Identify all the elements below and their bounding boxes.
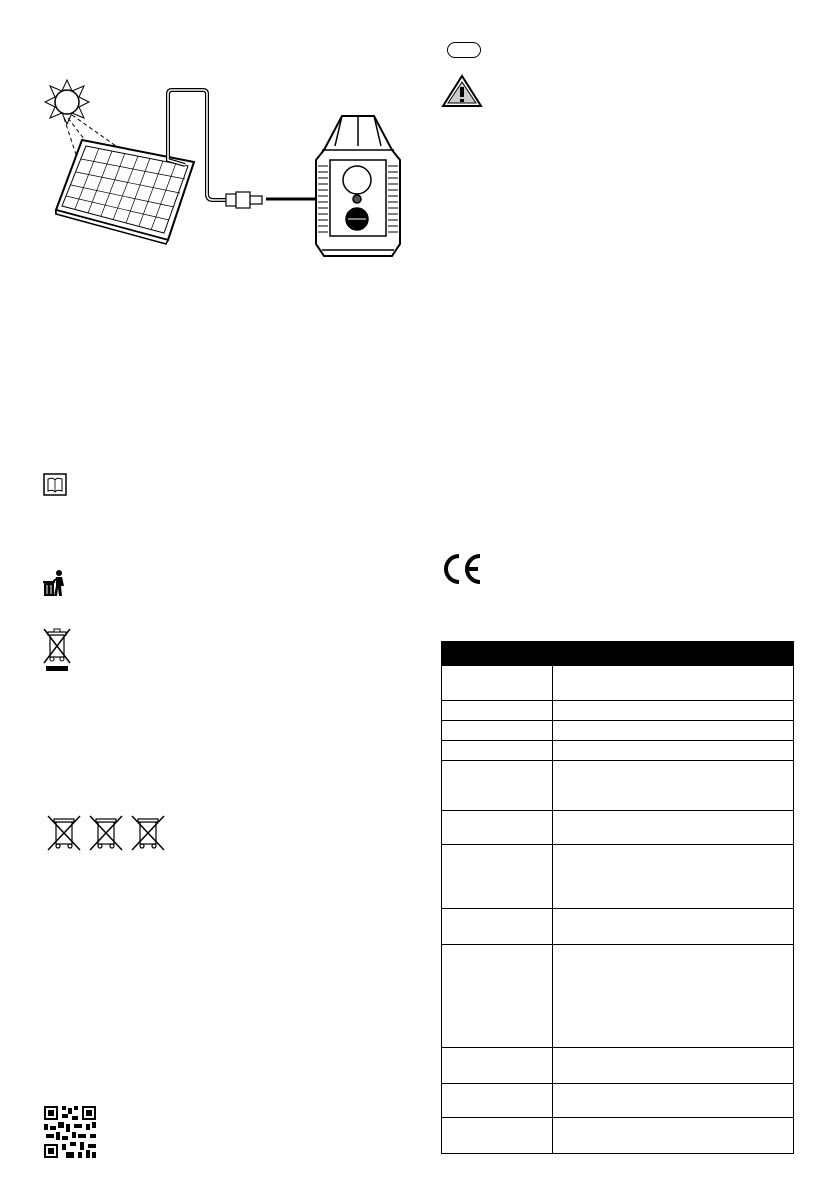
sun-icon bbox=[45, 80, 89, 124]
spec-value bbox=[553, 761, 794, 811]
solar-charging-illustration bbox=[0, 0, 420, 280]
language-badge bbox=[447, 42, 481, 58]
table-header-row bbox=[442, 642, 794, 666]
spec-value bbox=[553, 741, 794, 761]
spec-value bbox=[553, 845, 794, 909]
ce-mark-icon bbox=[442, 553, 484, 585]
solar-panel-icon bbox=[56, 140, 194, 244]
table-header-cell bbox=[442, 642, 553, 666]
power-station-icon bbox=[316, 116, 400, 256]
table-row bbox=[442, 1048, 794, 1084]
table-row bbox=[442, 701, 794, 721]
battery-bin-symbol-3 bbox=[132, 816, 164, 850]
spec-label bbox=[442, 666, 553, 701]
spec-value bbox=[553, 945, 794, 1048]
table-row bbox=[442, 811, 794, 845]
manual-read-icon bbox=[43, 473, 69, 497]
spec-label bbox=[442, 1048, 553, 1084]
qr-code-icon[interactable] bbox=[44, 1106, 96, 1158]
specifications-table bbox=[441, 641, 794, 1154]
warning-triangle-icon bbox=[441, 74, 483, 108]
battery-bin-symbol-1 bbox=[48, 816, 80, 850]
battery-bin-icon bbox=[46, 814, 170, 852]
spec-label bbox=[442, 945, 553, 1048]
litter-bin-icon bbox=[42, 570, 68, 598]
spec-label bbox=[442, 845, 553, 909]
table-row bbox=[442, 845, 794, 909]
spec-label bbox=[442, 721, 553, 741]
spec-label bbox=[442, 909, 553, 945]
table-header-cell bbox=[553, 642, 794, 666]
spec-value bbox=[553, 811, 794, 845]
table-row bbox=[442, 1084, 794, 1118]
spec-label bbox=[442, 811, 553, 845]
spec-label bbox=[442, 1084, 553, 1118]
spec-value bbox=[553, 721, 794, 741]
table-row bbox=[442, 761, 794, 811]
table-row bbox=[442, 721, 794, 741]
spec-value bbox=[553, 1118, 794, 1154]
spec-value bbox=[553, 701, 794, 721]
spec-value bbox=[553, 666, 794, 701]
spec-label bbox=[442, 761, 553, 811]
spec-value bbox=[553, 1048, 794, 1084]
table-row bbox=[442, 1118, 794, 1154]
spec-value bbox=[553, 909, 794, 945]
table-row bbox=[442, 909, 794, 945]
spec-value bbox=[553, 1084, 794, 1118]
spec-label bbox=[442, 1118, 553, 1154]
table-row bbox=[442, 666, 794, 701]
table-row bbox=[442, 741, 794, 761]
spec-label bbox=[442, 701, 553, 721]
dc-plug-icon bbox=[226, 192, 262, 208]
table-row bbox=[442, 945, 794, 1048]
weee-bin-icon bbox=[42, 627, 72, 673]
battery-bin-symbol-2 bbox=[90, 816, 122, 850]
spec-label bbox=[442, 741, 553, 761]
